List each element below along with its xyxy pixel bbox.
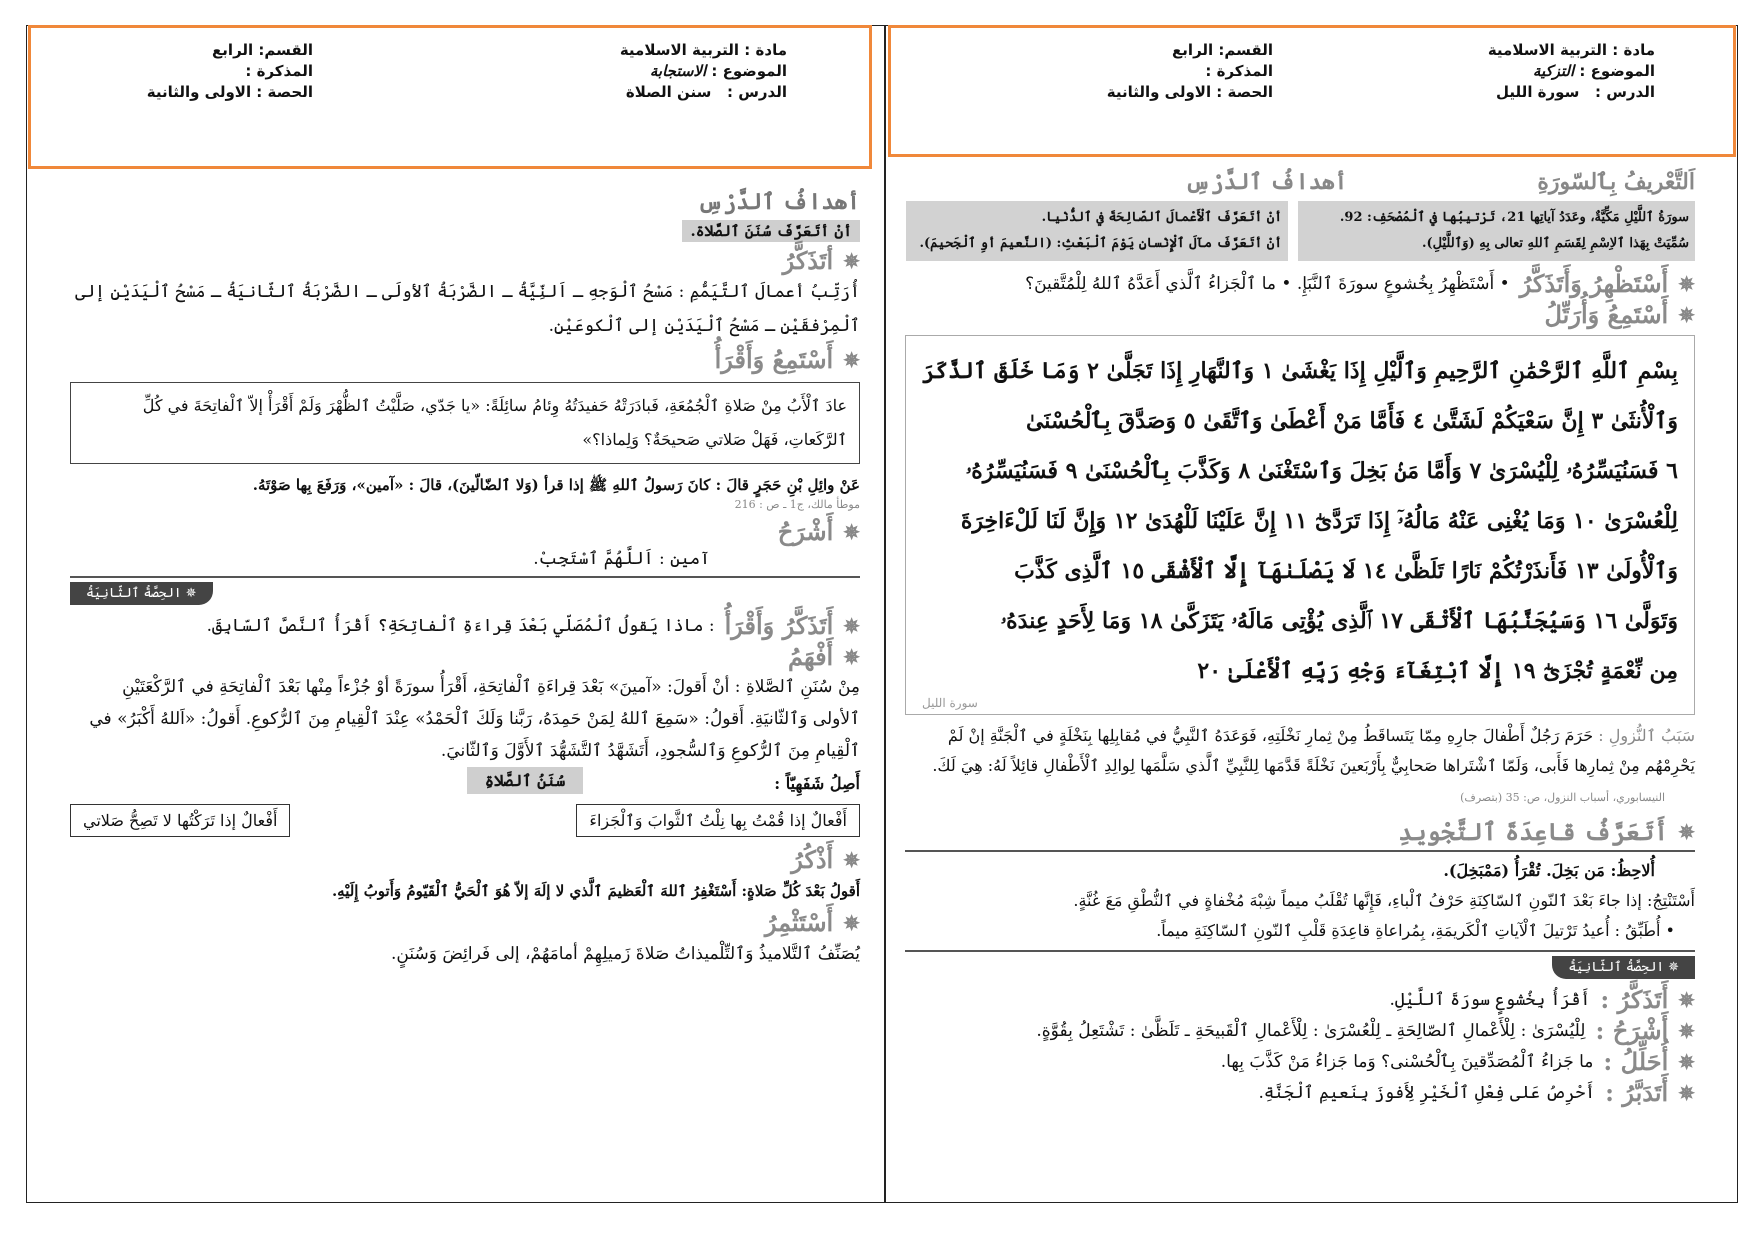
rule — [70, 576, 860, 578]
quran-line: ٦ فَسَنُيَسِّرُهُۥ لِلْيُسْرَىٰ ٧ وَأَمَّا مَنۢ بَخِلَ وَٱسْتَغْنَىٰ ٨ وَكَذَّبَ بِٱلْحُسْنَىٰ ٩ فَسَنُيَسِّرُهُۥ — [965, 458, 1678, 484]
memo: المذكرة : — [245, 62, 313, 80]
subject: مادة : التربية الاسلامية — [1487, 41, 1655, 59]
sura-caption: سورة الليل — [922, 696, 978, 710]
section: القسم: الرابع — [1172, 41, 1273, 59]
understand-section: ✵ أَفْهَمُ — [788, 642, 860, 671]
quran-line: وَٱلْأُولَىٰ ١٣ فَأَنذَرْتُكُمْ نَارًا تَلَظَّىٰ ١٤ لَا يَصْلَىٰهَآ إِلَّا ٱلْأَشْقَى ١٥ ٱلَّذِى كَذَّبَ — [1014, 558, 1678, 584]
explain-section: ✵ أَشْرَحُ : لِلْيُسْرَىٰ : لِلْأَعْمالِ ٱلصّالِحَةِ ـ لِلْعُسْرَىٰ : لِلْأَعْمالِ ٱلْقَبيحَةِ ـ تَلَظَّىٰ : تَشْتَعِلُ بِقُوَّةٍ. — [1036, 1016, 1695, 1045]
dhikr-section: ✵ أَذْكُرُ — [791, 845, 860, 874]
intro-2: سُمِّيَتْ بِهَذا ٱلاِسْمِ لِقَسَمِ ٱللهِ تعالى بِهِ (وَٱللَّيْلِ). — [1421, 236, 1689, 251]
left-header-col-main — [620, 40, 787, 103]
cause-ref: النيسابوري، أسباب النزول، ص: 35 (بتصرف) — [1460, 791, 1665, 804]
intro-title: اَلتَّعْريفُ بِٱلسّورَةِ — [1537, 169, 1695, 195]
story-box: عادَ ٱلْأَبُ مِنْ صَلاةِ ٱلْجُمُعَةِ، فَبادَرَتْهُ حَفيدَتُهُ وِئامُ سائِلَةً: «يا جَدّي، صَلَّيْتُ ٱلظُّهْرَ وَلَمْ أَقْرَأْ إلاّ ٱلْفاتِحَةَ في كُلِّ ٱلرَّكَعاتِ، فَهَلْ صَلاتي صَحيحَةٌ؟ وَلِماذا؟» — [70, 382, 860, 464]
star-icon: ✵ — [1678, 987, 1695, 1012]
apply-section: ✵ أَسْتَثْمِرُ — [764, 908, 860, 937]
quran-line: لِلْعُسْرَىٰ ١٠ وَمَا يُغْنِى عَنْهُ مَالُهُۥٓ إِذَا تَرَدَّىٰٓ ١١ إِنَّ عَلَيْنَا لَلْهُدَىٰ ١٢ وَإِنَّ لَنَا لَلْءَاخِرَةَ — [960, 508, 1678, 534]
explain-text: آمين : اَللَّهُمَّ ٱسْتَجِبْ. — [533, 549, 710, 569]
quran-text — [905, 335, 1695, 715]
rule — [905, 850, 1695, 852]
right-header — [888, 25, 1736, 157]
listen-section: ✵ أَسْتَمِعُ وَأَقْرَأُ — [714, 345, 860, 374]
goals-title: أهدافُ ٱلدَّرْسِ — [697, 189, 860, 215]
star-icon: ✵ — [843, 519, 860, 544]
dhikr-text: أَقولُ بَعْدَ كُلِّ صَلاةٍ: أَسْتَغْفِرُ ٱللهَ ٱلْعَظيمَ ٱلَّذي لا إلَهَ إلاّ هُوَ ٱلْحَيُّ ٱلْقَيّومُ وَأَتوبُ إِلَيْهِ. — [331, 882, 860, 900]
apply: • أُطَبِّقُ : أُعيدُ تَرْتيلَ ٱلْآياتِ ٱلْكَريمَةِ، بِمُراعاةِ قاعِدَةِ قَلْبِ ٱلنّونِ ٱلسّاكِنَةِ ميماً. — [1156, 921, 1675, 940]
quran-line: وَتَوَلَّىٰ ١٦ وَسَيُجَنَّبُهَا ٱلْأَتْقَى ١٧ ٱلَّذِى يُؤْتِى مَالَهُۥ يَتَزَكَّىٰ ١٨ وَمَا لِأَحَدٍ عِندَهُۥ — [1000, 608, 1678, 634]
star-icon: ✵ — [843, 847, 860, 872]
goals-title: أهدافُ ٱلدَّرْسِ — [1185, 169, 1348, 195]
explain-section: ✵ أَشْرَحُ — [777, 517, 860, 546]
hadith: عَنْ وائِلِ بْنِ حَجَرٍ قالَ : كانَ رَسولُ ٱللهِ ﷺ إذا قرأ (وَلا ٱلضّالّينَ)، قالَ : «آمين»، وَرَفَعَ بِها صَوْتَهُ. — [252, 476, 860, 494]
star-icon: ✵ — [843, 248, 860, 273]
listen-section: ✵ أَسْتَمِعُ وَأُرَتِّلُ — [1544, 300, 1695, 329]
memo: المذكرة : — [1205, 62, 1273, 80]
star-icon: ✵ — [1678, 819, 1695, 844]
box-reward: أَفْعالٌ إذا قُمْتُ بِها نِلْتُ ٱلثَّوابَ وَٱلْجَزاءَ — [576, 804, 860, 837]
star-icon: ✵ — [1678, 302, 1695, 327]
topic: الموضوع : الاستجابة — [649, 62, 787, 80]
remember-section: ✵ أتَذَكَّرُ — [782, 246, 860, 275]
goals-box — [906, 201, 1288, 261]
section: القسم: الرابع — [212, 41, 313, 59]
goal-1: أنْ أتَعَرَّفَ ٱلْأَعْمالَ ٱلصّالِحَةَ في ٱلدُّنْيا. — [1041, 210, 1282, 225]
star-icon: ✵ — [843, 910, 860, 935]
center-label: سُنَنُ ٱلصَّلاةِ — [467, 767, 584, 794]
period: الحصة : الاولى والثانية — [1106, 83, 1273, 101]
cause-text: حَرَمَ رَجُلٌ أَطْفالَ جارِهِ مِمّا يَتَساقَطُ مِنْ ثِمارِ نَخْلَتِهِ، فَوَعَدَهُ ٱلنَّبِيُّ في مُقابِلِها بِنَخْلَةٍ في ٱلْجَنَّةِ إنْ لَمْ يَحْرِمْهُم مِنْ ثِمارِها فَأَبى، وَلَمّا ٱشْتَراها صَحابِيٌّ بِأَرْبَعينَ نَخْلَةً قَدَّمَها لِلنَّبِيِّ ٱلَّذي سَلَّمَها لِوالِدِ ٱلْأَطْفالِ قائِلاً لَهُ: هِيَ لَكَ. — [932, 726, 1695, 775]
lesson: الدرس : سنن الصلاة — [625, 83, 787, 101]
understand-text: مِنْ سُنَنِ ٱلصَّلاةِ : أنْ أَقولَ: «آمينَ» بَعْدَ قِراءَةِ ٱلْفاتِحَةِ، أَقْرَأُ سورَةً أوْ جُزْءاً مِنْها بَعْدَ ٱلْفاتِحَةِ في ٱلرَّكْعَتَيْنِ ٱلأولى وَٱلثّانيَةِ. أَقولُ: «سَمِعَ ٱللهُ لِمَنْ حَمِدَهُ، رَبَّنا وَلَكَ ٱلْحَمْدُ» عِنْدَ ٱلْقِيامِ مِنَ ٱلرُّكوعِ. أَقولُ: «اَللهُ أَكْبَرُ» في ٱلْقِيامِ مِنَ ٱلرُّكوعِ وَٱلسُّجودِ، أَتَشَهَّدُ ٱلتَّشَهُّدَ ٱلأَوَّلَ وَٱلثّانيَ. — [89, 677, 860, 761]
star-icon: ✵ — [1678, 1080, 1695, 1105]
conclude: أَسْتَنْتِجُ: إذا جاءَ بَعْدَ ٱلنّونِ ٱلسّاكِنَةِ حَرْفُ ٱلْباءِ، فَإِنَّها تُقْلَبُ ميماً شِبْهَ مُخْفاةٍ في ٱلنُّطْقِ مَعَ غُنَّةٍ. — [1073, 891, 1695, 910]
intro-1: سورَةُ ٱللَّيْلِ مَكِّيَّةٌ، وعَدَدُ آياتِها 21، تَرْتيبُها في ٱلْمُصْحَفِ: 92. — [1339, 210, 1689, 225]
left-page — [70, 175, 860, 971]
intro-row — [905, 169, 1695, 195]
star-icon: ✵ — [843, 613, 860, 638]
goal-1: أنْ أتَعَرَّفَ سُنَنَ ٱلصَّلاة. — [70, 221, 860, 240]
period-tag-wrap — [70, 582, 860, 605]
hadith-ref: موطأ مالك، ج1 ـ ص : 216 — [734, 498, 860, 511]
page-divider — [884, 25, 886, 1203]
right-header-col-main — [1488, 40, 1655, 103]
period-tag: ✵ الحِصَّةُ ٱلثّانِيَةُ — [1552, 956, 1695, 979]
star-icon: ✵ — [1678, 271, 1695, 296]
apply-text: يُصَنِّفُ ٱلتَّلاميذُ وَٱلتِّلْميذاتُ صَلاةَ زَميلِهِمْ أمامَهُمْ، إلى فَرائِضَ وَسُنَنٍ. — [391, 944, 860, 964]
topic: الموضوع : التزكية — [1532, 62, 1655, 80]
intro-box — [1298, 201, 1695, 261]
star-icon: ✵ — [1678, 1049, 1695, 1074]
quran-line: مِن نِّعْمَةٍ تُجْزَىٰٓ ١٩ إِلَّا ٱبْتِغَآءَ وَجْهِ رَبِّهِ ٱلْأَعْلَىٰ ٢٠ — [1197, 658, 1678, 684]
analyze-section: ✵ أُحَلِّلُ : ما جَزاءُ ٱلْمُصَدِّقينَ بِٱلْحُسْنى؟ وَما جَزاءُ مَنْ كَذَّبَ بِها. — [1220, 1047, 1695, 1076]
notice: أُلاحِظُ: مَن بَخِلَ. تُقْرَأُ (مَمْبَخِلَ). — [1443, 861, 1655, 880]
reflect-section: ✵ أَتَدَبَّرُ : أَحْرِصُ عَلى فِعْلِ ٱلْخَيْرِ لِأَفوزَ بِنَعيمِ ٱلْجَنَّةِ. — [1258, 1078, 1695, 1107]
left-header — [28, 25, 872, 169]
right-page — [905, 165, 1695, 1107]
remember-text: أُرَتِّبُ أعمالَ ٱلتَّيَمُّمِ : مَسْحُ ٱلْوَجهِ ـ اَلنِّيَّةُ ـ الضَّرْبَةُ ٱلأولَى ـ الضَّرْبَةُ ٱلثّانيَةُ ـ مَسْحُ ٱلْيَدَيْنِ إلى ٱلْمِرْفقَيْنِ ـ مَسْحُ ٱلْيَدَيْنِ إلى ٱلْكوعَيْنِ. — [75, 282, 860, 336]
cause-label: سَبَبُ ٱلنُّزولِ : — [1598, 726, 1695, 745]
star-icon: ✵ — [843, 347, 860, 372]
left-header-col-side — [147, 40, 313, 103]
period-tag-wrap — [905, 956, 1695, 979]
quran-line: بِسْمِ ٱللَّهِ ٱلرَّحْمَٰنِ ٱلرَّحِيمِ وَٱلَّيْلِ إِذَا يَغْشَىٰ ١ وَٱلنَّهَارِ إِذَا تَجَلَّىٰ ٢ وَمَا خَلَقَ ٱلذَّكَرَ — [922, 358, 1678, 384]
remember-section: ✵ أَتَذَكَّرُ : أَقْرَأُ بِخُشوعٍ سورَةَ ٱللَّيْلِ. — [1389, 985, 1695, 1014]
connect-label: أَصِلُ شَفَهِيّاً : — [774, 774, 860, 793]
star-icon: ✵ — [1678, 1018, 1695, 1043]
lesson: الدرس : سورة الليل — [1496, 83, 1655, 101]
recall-section: ✵ أَسْتَظْهِرُ وَأَتَذَكَّرُ • أَسْتَظْهِرُ بِخُشوعٍ سورَةَ ٱلنَّبَإِ. • ما ٱلْجَزاءُ ٱلَّذي أَعَدَّهُ ٱللهُ لِلْمُتَّقينَ؟ — [1025, 269, 1695, 298]
tajweed-section: ✵ أَتَعَرَّفُ قاعِدَةَ ٱلتَّجْويدِ — [1398, 817, 1695, 846]
connect-boxes — [70, 804, 860, 837]
star-icon: ✵ — [843, 644, 860, 669]
box-invalid: أَفْعالٌ إذا تَرَكْتُها لا تَصِحُّ صَلاتي — [70, 804, 290, 837]
period: الحصة : الاولى والثانية — [146, 83, 313, 101]
right-header-col-side — [1107, 40, 1273, 103]
remember-read-section: ✵ أَتَذَكَّرُ وَأَقْرَأُ : ماذا يَقولُ ٱلْمُصَلّي بَعْدَ قِراءَةِ ٱلْفاتِحَةِ؟ أَقْرَأُ ٱلنَّصَّ ٱلسّابِقَ. — [206, 611, 860, 640]
quran-line: وَٱلْأُنثَىٰ ٣ إِنَّ سَعْيَكُمْ لَشَتَّىٰ ٤ فَأَمَّا مَنْ أَعْطَىٰ وَٱتَّقَىٰ ٥ وَصَدَّقَ بِٱلْحُسْنَىٰ — [1025, 408, 1678, 434]
cause-of-revelation — [905, 721, 1695, 813]
subject: مادة : التربية الاسلامية — [619, 41, 787, 59]
period-tag: ✵ الحِصَّةُ ٱلثّانِيَةُ — [70, 582, 213, 605]
rule — [905, 950, 1695, 952]
goal-2: أنْ أتَعَرَّفَ مآلَ ٱلْإِنْسانِ يَوْمَ ٱلْبَعْثِ: (النَّعيمَ أوِ ٱلْجَحيمَ). — [919, 236, 1282, 251]
intro-goals — [905, 201, 1695, 261]
